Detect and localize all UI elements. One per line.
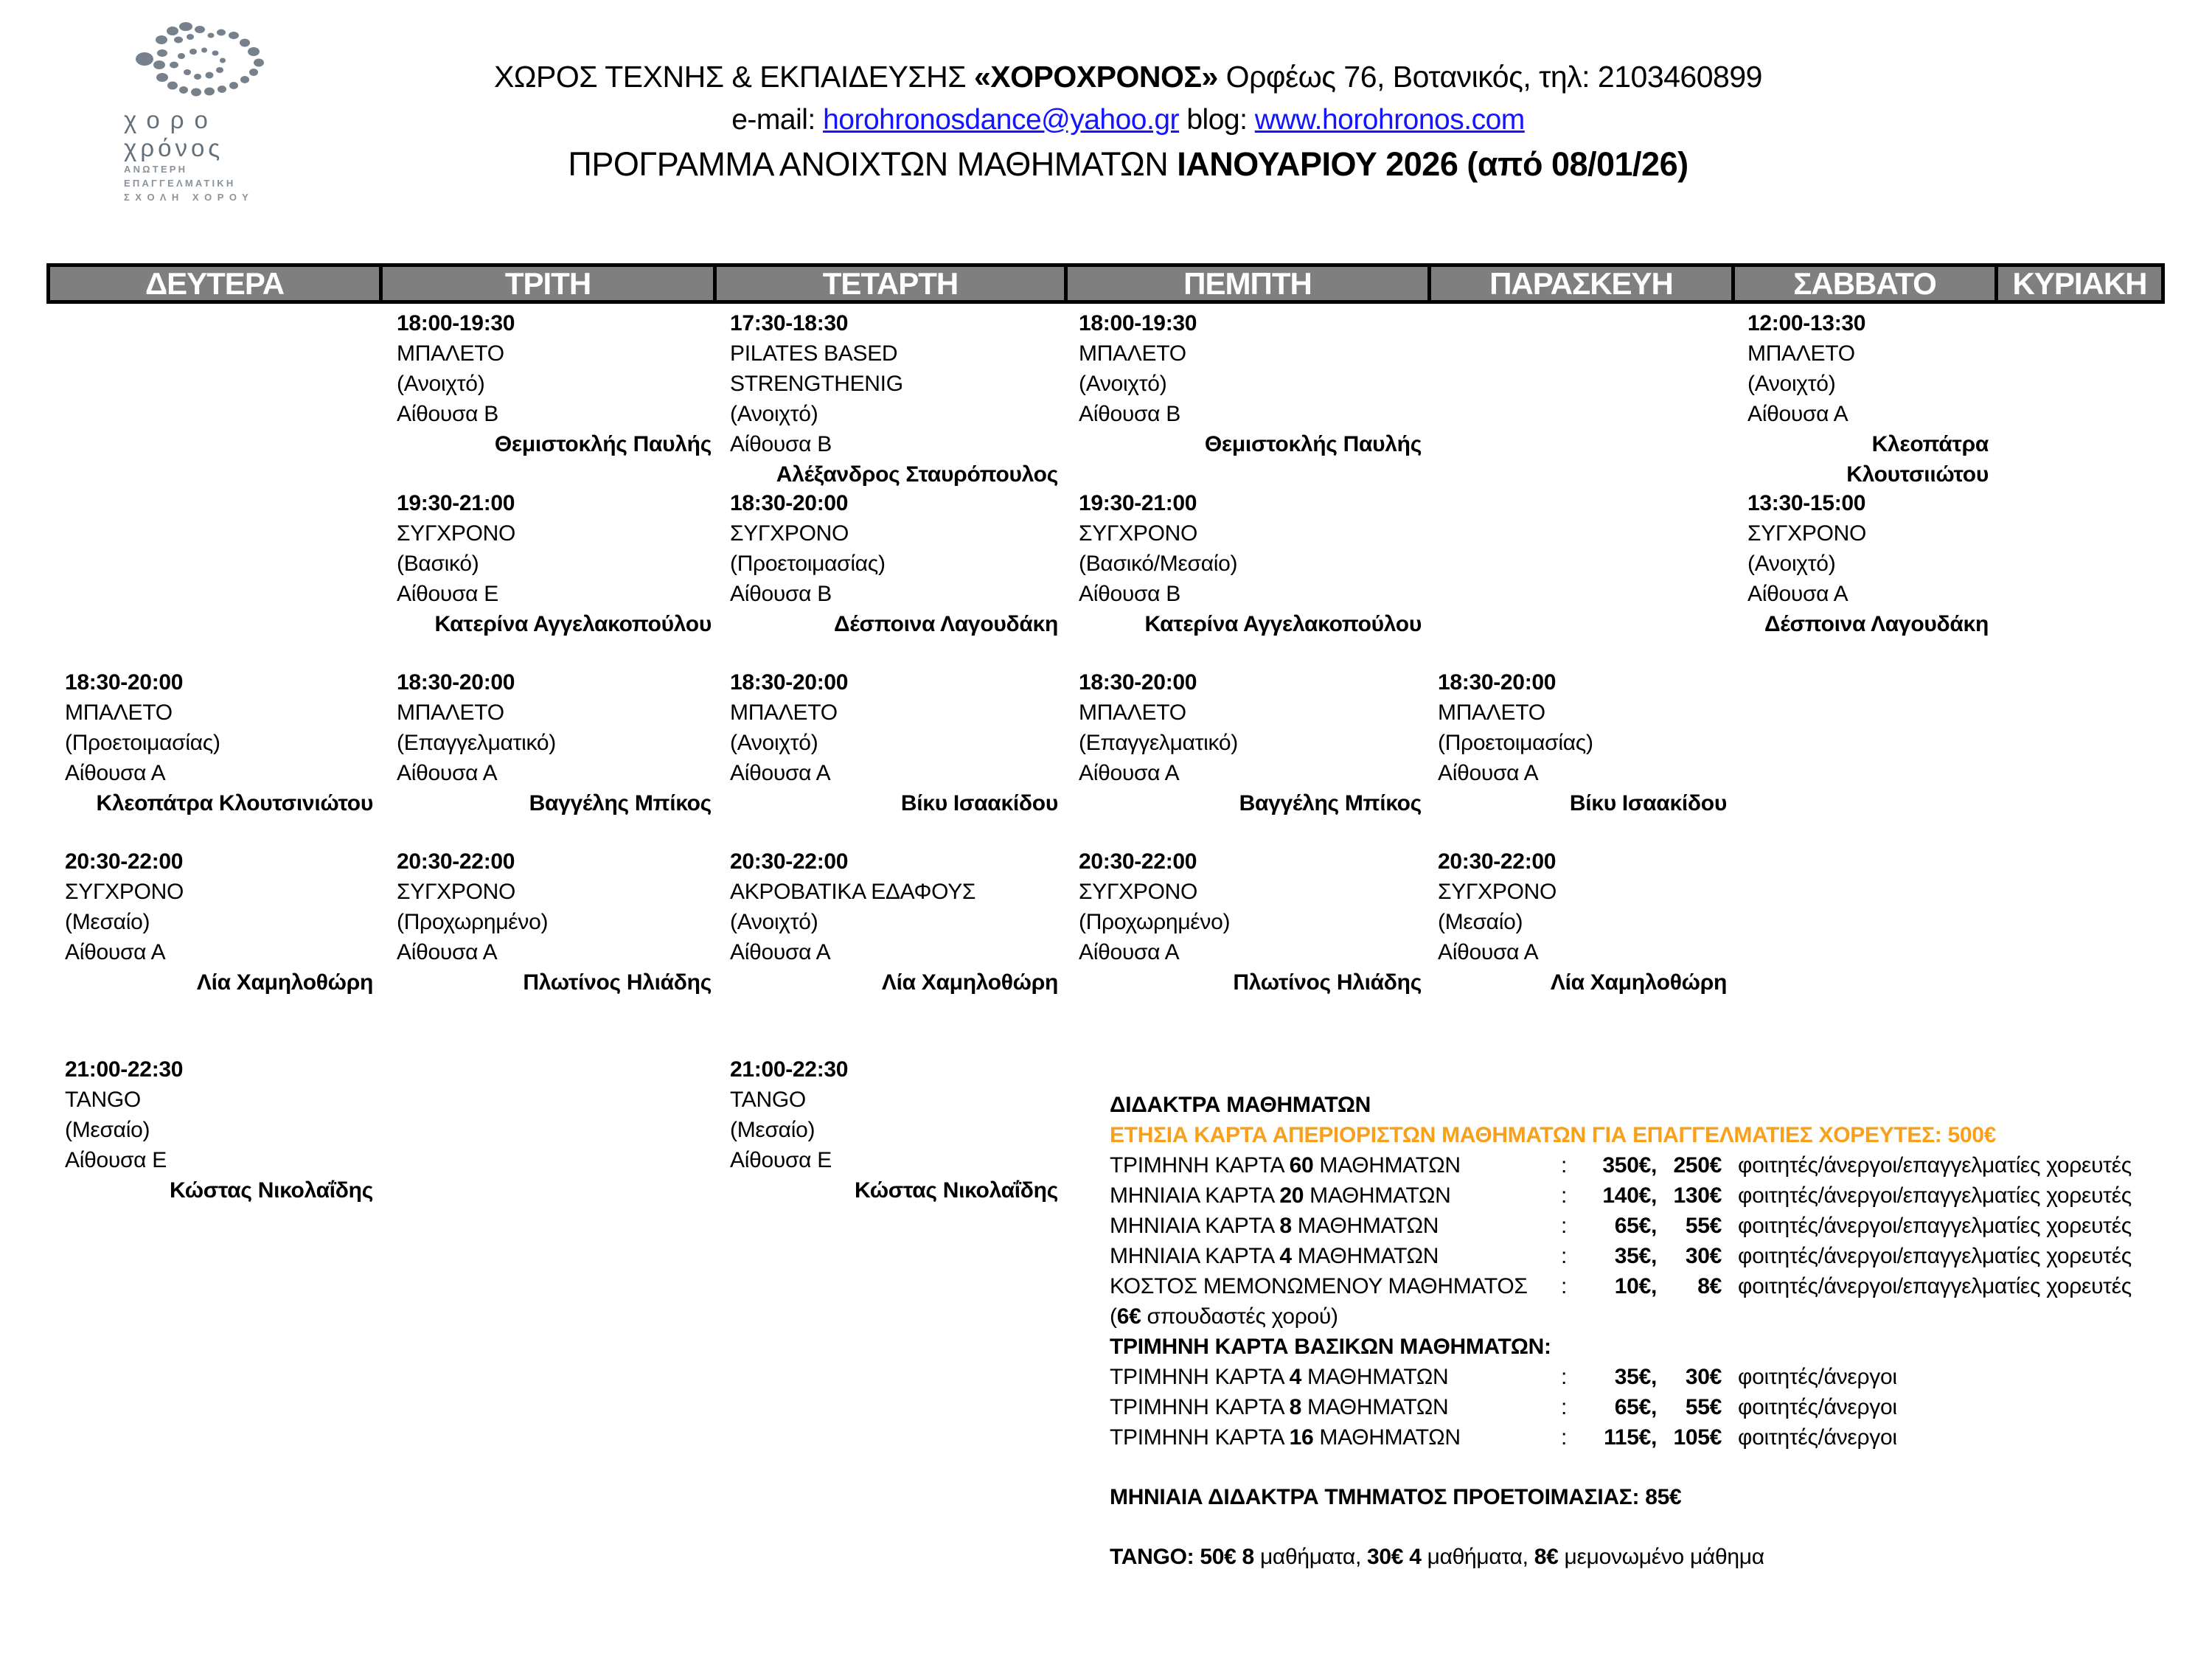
pricing-label: [1110, 1422, 1561, 1453]
pricing-text-segment: ΜΑΘΗΜΑΤΩΝ: [1301, 1395, 1449, 1419]
class-time: 20:30-22:00: [1438, 849, 1557, 874]
class-time: 13:30-15:00: [1747, 491, 1866, 515]
class-title: ΜΠΑΛΕΤΟ: [1747, 341, 1855, 366]
class-time: 18:30-20:00: [65, 670, 184, 695]
pricing-text-segment: ΤΡΙΜΗΝΗ ΚΑΡΤΑ: [1110, 1153, 1290, 1178]
pricing-colon: :: [1561, 1153, 1568, 1178]
pricing-panel: [1110, 1090, 2179, 1572]
pricing-text-segment: 8: [1289, 1395, 1301, 1419]
class-room: Αίθουσα Α: [730, 761, 831, 785]
pricing-text-segment: 16: [1289, 1425, 1314, 1450]
pricing-text-segment: 6€: [1116, 1304, 1141, 1329]
pricing-eligibility: φοιτητές/άνεργοι: [1738, 1395, 1897, 1419]
pricing-eligibility: φοιτητές/άνεργοι/επαγγελματίες χορευτές: [1738, 1183, 2132, 1208]
pricing-label: [1110, 1362, 1561, 1392]
logo-word-horo: χορο: [124, 106, 218, 133]
class-time: 19:30-21:00: [397, 491, 515, 515]
pricing-eligibility: φοιτητές/άνεργοι/επαγγελματίες χορευτές: [1738, 1153, 2132, 1178]
pricing-text-segment: ΜΑΘΗΜΑΤΩΝ: [1313, 1153, 1461, 1178]
class-teacher: Θεμιστοκλής Παυλής: [1204, 432, 1422, 456]
class-level: (Ανοιχτό): [730, 402, 818, 426]
pricing-text-segment: ΜΑΘΗΜΑΤΩΝ: [1291, 1214, 1439, 1238]
class-teacher: Βαγγέλης Μπίκος: [529, 791, 712, 815]
class-time: 18:30-20:00: [1438, 670, 1557, 695]
pricing-eligibility: φοιτητές/άνεργοι/επαγγελματίες χορευτές: [1738, 1214, 2132, 1238]
day-header-cell-1: ΔΕΥΤΕΡΑ: [50, 267, 383, 300]
pricing-row: [1110, 1392, 2179, 1422]
class-title: ΜΠΑΛΕΤΟ: [65, 700, 173, 725]
class-room: Αίθουσα Ε: [65, 1148, 167, 1172]
pricing-text-segment: 8: [1279, 1214, 1292, 1238]
class-time: 18:30-20:00: [1079, 670, 1197, 695]
class-title: ΜΠΑΛΕΤΟ: [730, 700, 838, 725]
class-teacher: Κατερίνα Αγγελακοπούλου: [434, 612, 712, 636]
class-level: (Επαγγελματικό): [397, 731, 556, 755]
class-title: ΜΠΑΛΕΤΟ: [397, 700, 504, 725]
class-time: 12:00-13:30: [1747, 311, 1866, 335]
class-teacher: Θεμιστοκλής Παυλής: [494, 432, 712, 456]
pricing-text-segment: ΤΡΙΜΗΝΗ ΚΑΡΤΑ: [1110, 1395, 1290, 1419]
class-block: [1438, 667, 1727, 818]
class-block: [1079, 488, 1422, 639]
pricing-text-segment: ΜΑΘΗΜΑΤΩΝ: [1291, 1244, 1439, 1268]
class-room: Αίθουσα Α: [1747, 402, 1848, 426]
pricing-colon: :: [1561, 1395, 1568, 1419]
class-level: (Ανοιχτό): [730, 910, 818, 934]
class-teacher: Κατερίνα Αγγελακοπούλου: [1144, 612, 1422, 636]
pricing-text-segment: ΜΑΘΗΜΑΤΩΝ: [1301, 1365, 1449, 1389]
pricing-amount-full: 10€,: [1614, 1274, 1657, 1298]
pricing-colon: :: [1561, 1274, 1568, 1298]
pricing-eligibility: φοιτητές/άνεργοι: [1738, 1425, 1897, 1450]
class-time: 20:30-22:00: [397, 849, 515, 874]
class-room: Αίθουσα Β: [397, 402, 498, 426]
class-block: [397, 308, 712, 459]
class-title: ΣΥΓΧΡΟΝΟ: [65, 880, 184, 904]
class-room: Αίθουσα Α: [397, 761, 498, 785]
class-level: (Προετοιμασίας): [730, 552, 886, 576]
pricing-label: [1110, 1392, 1561, 1422]
pricing-text-segment: ΜΑΘΗΜΑΤΩΝ: [1304, 1183, 1451, 1208]
class-time: 19:30-21:00: [1079, 491, 1197, 515]
class-block: [1747, 488, 1989, 639]
class-title: ΣΥΓΧΡΟΝΟ: [397, 880, 516, 904]
school-address-phone: Ορφέως 76, Βοτανικός, τηλ: 2103460899: [1217, 60, 1762, 94]
class-level: (Προχωρημένο): [397, 910, 549, 934]
pricing-heading: [1110, 1090, 2179, 1120]
pricing-amount-full: 35€,: [1614, 1244, 1657, 1268]
class-title: TANGO: [65, 1088, 141, 1112]
pricing-heading: [1110, 1482, 2179, 1512]
contact-line: [310, 99, 1947, 142]
pricing-eligibility: φοιτητές/άνεργοι/επαγγελματίες χορευτές: [1738, 1244, 2132, 1268]
class-block: [730, 846, 1058, 998]
logo-subtitle-line1: ΑΝΩΤΕΡΗ ΕΠΑΓΓΕΛΜΑΤΙΚΗ: [124, 164, 236, 189]
pricing-label: [1110, 1241, 1561, 1271]
class-teacher: Αλέξανδρος Σταυρόπουλος: [776, 462, 1058, 487]
pricing-colon: :: [1561, 1365, 1568, 1389]
page-title-prefix: ΠΡΟΓΡΑΜΜΑ ΑΝΟΙΧΤΩΝ ΜΑΘΗΜΑΤΩΝ: [568, 145, 1178, 183]
class-title: ΜΠΑΛΕΤΟ: [397, 341, 504, 366]
class-title: ΣΥΓΧΡΟΝΟ: [397, 521, 516, 546]
class-time: 21:00-22:30: [730, 1057, 849, 1082]
pricing-text-segment: ΤΡΙΜΗΝΗ ΚΑΡΤΑ: [1110, 1425, 1290, 1450]
class-block: [397, 488, 712, 639]
class-level: (Μεσαίο): [65, 910, 150, 934]
day-header-cell-6: ΣΑΒΒΑΤΟ: [1735, 267, 1998, 300]
pricing-note: [1110, 1542, 2179, 1572]
pricing-amount-reduced: 130€: [1673, 1183, 1722, 1208]
pricing-label: [1110, 1180, 1561, 1211]
pricing-text-segment: ΜΑΘΗΜΑΤΩΝ: [1313, 1425, 1461, 1450]
email-link[interactable]: horohronosdance@yahoo.gr: [823, 104, 1180, 136]
class-block: [1747, 308, 1989, 490]
pricing-amount-full: 115€,: [1604, 1425, 1657, 1450]
pricing-text-segment: ΜΗΝΙΑΙΑ ΚΑΡΤΑ: [1110, 1244, 1280, 1268]
pricing-text-segment: (: [1110, 1304, 1117, 1329]
day-header-cell-5: ΠΑΡΑΣΚΕΥΗ: [1431, 267, 1735, 300]
class-teacher: Βαγγέλης Μπίκος: [1239, 791, 1422, 815]
class-room: Αίθουσα Α: [397, 940, 498, 964]
class-room: Αίθουσα Ε: [730, 1148, 832, 1172]
pricing-amount-reduced: 250€: [1673, 1153, 1722, 1178]
pricing-text-segment: ΔΙΔΑΚΤΡΑ ΜΑΘΗΜΑΤΩΝ: [1110, 1093, 1371, 1117]
class-room: Αίθουσα Β: [730, 432, 832, 456]
class-title: TANGO: [730, 1088, 806, 1112]
class-title: ΣΥΓΧΡΟΝΟ: [1079, 521, 1198, 546]
pricing-amount-reduced: 55€: [1685, 1395, 1722, 1419]
class-level: (Βασικό): [397, 552, 479, 576]
class-title: ΣΥΓΧΡΟΝΟ: [730, 521, 849, 546]
class-level: (Ανοιχτό): [1747, 372, 1836, 396]
pricing-row: [1110, 1211, 2179, 1241]
school-brand-name: «ΧΟΡΟΧΡΟΝΟΣ»: [974, 60, 1218, 94]
class-block: [65, 1054, 373, 1206]
pricing-label: [1110, 1211, 1561, 1241]
class-level: (Μεσαίο): [65, 1118, 150, 1142]
class-room: Αίθουσα Β: [1079, 582, 1180, 606]
class-room: Αίθουσα Α: [1079, 761, 1180, 785]
pricing-highlight: [1110, 1120, 2179, 1150]
class-level: (Επαγγελματικό): [1079, 731, 1238, 755]
pricing-label: [1110, 1271, 1561, 1301]
pricing-text-segment: ΕΤΗΣΙΑ ΚΑΡΤΑ ΑΠΕΡΙΟΡΙΣΤΩΝ ΜΑΘΗΜΑΤΩΝ ΓΙΑ ΕΠΑΓΓΕΛΜΑΤΙΕΣ ΧΟΡΕΥΤΕΣ: 500€: [1110, 1123, 1997, 1147]
class-title: ΜΠΑΛΕΤΟ: [1438, 700, 1545, 725]
class-level: (Ανοιχτό): [1079, 372, 1167, 396]
class-room: Αίθουσα Β: [730, 582, 832, 606]
class-teacher: Πλωτίνος Ηλιάδης: [523, 970, 712, 995]
pricing-text-segment: ΤΡΙΜΗΝΗ ΚΑΡΤΑ: [1110, 1365, 1290, 1389]
class-time: 20:30-22:00: [1079, 849, 1197, 874]
class-block: [65, 667, 373, 818]
pricing-colon: :: [1561, 1214, 1568, 1238]
class-block: [1079, 308, 1422, 459]
pricing-row: [1110, 1241, 2179, 1271]
pricing-text-segment: μαθήματα,: [1253, 1545, 1368, 1569]
pricing-colon: :: [1561, 1425, 1568, 1450]
class-time: 18:30-20:00: [730, 491, 849, 515]
class-time: 18:00-19:30: [397, 311, 515, 335]
class-level: (Ανοιχτό): [730, 731, 818, 755]
class-block: [65, 846, 373, 998]
pricing-colon: :: [1561, 1183, 1568, 1208]
pricing-text-segment: 4: [1289, 1365, 1301, 1389]
page-title-month: ΙΑΝΟΥΑΡΙΟΥ 2026 (από 08/01/26): [1177, 145, 1688, 183]
class-block: [730, 667, 1058, 818]
pricing-label: [1110, 1150, 1561, 1180]
pricing-text-segment: μεμονωμένο μάθημα: [1558, 1545, 1764, 1569]
class-time: 18:30-20:00: [397, 670, 515, 695]
class-room: Αίθουσα Α: [1079, 940, 1180, 964]
class-teacher: Πλωτίνος Ηλιάδης: [1233, 970, 1422, 995]
pricing-amount-reduced: 55€: [1685, 1214, 1722, 1238]
pricing-text-segment: ΚΟΣΤΟΣ ΜΕΜΟΝΩΜΕΝΟΥ ΜΑΘΗΜΑΤΟΣ: [1110, 1274, 1528, 1298]
pricing-amount-reduced: 30€: [1685, 1365, 1722, 1389]
class-block: [730, 308, 1058, 490]
pricing-eligibility: φοιτητές/άνεργοι: [1738, 1365, 1897, 1389]
logo-subtitle-line2: ΣΧΟΛΗ ΧΟΡΟΥ: [124, 192, 254, 203]
class-block: [397, 846, 712, 998]
class-teacher: Κώστας Νικολαΐδης: [170, 1178, 373, 1203]
document-header: [310, 55, 1947, 187]
class-level: (Ανοιχτό): [397, 372, 485, 396]
pricing-amount-full: 140€,: [1602, 1183, 1657, 1208]
pricing-amount-reduced: 30€: [1685, 1244, 1722, 1268]
pricing-amount-full: 65€,: [1614, 1395, 1657, 1419]
class-block: [397, 667, 712, 818]
class-teacher: Δέσποινα Λαγουδάκη: [834, 612, 1058, 636]
class-teacher: Λία Χαμηλοθώρη: [196, 970, 373, 995]
pricing-text-segment: ΤΡΙΜΗΝΗ ΚΑΡΤΑ ΒΑΣΙΚΩΝ ΜΑΘΗΜΑΤΩΝ:: [1110, 1335, 1551, 1359]
class-level: (Ανοιχτό): [1747, 552, 1836, 576]
class-title: ΜΠΑΛΕΤΟ: [1079, 341, 1186, 366]
weekday-header-row: [46, 263, 2165, 304]
school-logo: [124, 21, 298, 204]
day-header-cell-7: ΚΥΡΙΑΚΗ: [2012, 265, 2147, 301]
class-title: ΜΠΑΛΕΤΟ: [1079, 700, 1186, 725]
class-room: Αίθουσα Α: [65, 761, 166, 785]
class-title: PILATES BASED STRENGTHENIG: [730, 341, 903, 396]
pricing-heading: [1110, 1332, 2179, 1362]
day-header-cell-4: ΠΕΜΠΤΗ: [1068, 267, 1431, 300]
school-title-line: [310, 55, 1947, 99]
class-level: (Μεσαίο): [1438, 910, 1523, 934]
class-teacher: Κλεοπάτρα Κλουτσινιώτου: [96, 791, 373, 815]
pricing-note: [1110, 1301, 2179, 1332]
class-time: 21:00-22:30: [65, 1057, 184, 1082]
class-level: (Προχωρημένο): [1079, 910, 1231, 934]
class-block: [1079, 846, 1422, 998]
class-time: 18:30-20:00: [730, 670, 849, 695]
pricing-text-segment: 8€: [1534, 1545, 1559, 1569]
pricing-text-segment: 20: [1279, 1183, 1304, 1208]
blog-label: blog:: [1179, 104, 1255, 136]
class-title: ΣΥΓΧΡΟΝΟ: [1079, 880, 1198, 904]
class-level: (Προετοιμασίας): [1438, 731, 1593, 755]
day-header-cell-3: ΤΕΤΑΡΤΗ: [717, 267, 1068, 300]
pricing-text-segment: 60: [1289, 1153, 1314, 1178]
pricing-text-segment: μαθήματα,: [1421, 1545, 1534, 1569]
class-room: Αίθουσα Α: [1438, 761, 1539, 785]
class-time: 20:30-22:00: [730, 849, 849, 874]
class-time: 17:30-18:30: [730, 311, 849, 335]
class-room: Αίθουσα Α: [65, 940, 166, 964]
class-teacher: Κώστας Νικολαΐδης: [855, 1178, 1058, 1203]
pricing-row: [1110, 1180, 2179, 1211]
class-title: ΑΚΡΟΒΑΤΙΚΑ ΕΔΑΦΟΥΣ: [730, 880, 976, 904]
class-block: [730, 1054, 1058, 1206]
pricing-row: [1110, 1150, 2179, 1180]
class-room: Αίθουσα Ε: [397, 582, 498, 606]
class-title: ΣΥΓΧΡΟΝΟ: [1747, 521, 1867, 546]
pricing-text-segment: ΜΗΝΙΑΙΑ ΚΑΡΤΑ: [1110, 1183, 1280, 1208]
pricing-row: [1110, 1271, 2179, 1301]
class-level: (Βασικό/Μεσαίο): [1079, 552, 1238, 576]
pricing-eligibility: φοιτητές/άνεργοι/επαγγελματίες χορευτές: [1738, 1274, 2132, 1298]
class-teacher: Δέσποινα Λαγουδάκη: [1764, 612, 1989, 636]
class-level: (Προετοιμασίας): [65, 731, 220, 755]
class-teacher: Βίκυ Ισαακίδου: [900, 791, 1058, 815]
class-teacher: Βίκυ Ισαακίδου: [1569, 791, 1727, 815]
pricing-text-segment: 4: [1279, 1244, 1292, 1268]
pricing-text-segment: ΜΗΝΙΑΙΑ ΚΑΡΤΑ: [1110, 1214, 1280, 1238]
pricing-amount-full: 65€,: [1614, 1214, 1657, 1238]
class-block: [730, 488, 1058, 639]
blog-link[interactable]: www.horohronos.com: [1254, 104, 1525, 136]
page-title: [310, 142, 1947, 187]
email-label: e-mail:: [731, 104, 824, 136]
class-teacher: Κλεοπάτρα: [1871, 432, 1989, 456]
class-teacher: Κλουτσιιώτου: [1846, 462, 1989, 487]
class-teacher: Λία Χαμηλοθώρη: [1550, 970, 1727, 995]
class-title: ΣΥΓΧΡΟΝΟ: [1438, 880, 1557, 904]
pricing-amount-reduced: 105€: [1673, 1425, 1722, 1450]
pricing-text-segment: 30€ 4: [1367, 1545, 1422, 1569]
pricing-row: [1110, 1422, 2179, 1453]
pricing-text-segment: ΜΗΝΙΑΙΑ ΔΙΔΑΚΤΡΑ ΤΜΗΜΑΤΟΣ ΠΡΟΕΤΟΙΜΑΣΙΑΣ: 85€: [1110, 1485, 1682, 1509]
pricing-text-segment: σπουδαστές χορού): [1141, 1304, 1338, 1329]
class-teacher: Λία Χαμηλοθώρη: [881, 970, 1058, 995]
logo-dots-icon: [128, 21, 285, 103]
class-room: Αίθουσα Β: [1079, 402, 1180, 426]
class-room: Αίθουσα Α: [1747, 582, 1848, 606]
class-room: Αίθουσα Α: [1438, 940, 1539, 964]
class-room: Αίθουσα Α: [730, 940, 831, 964]
school-title-prefix: ΧΩΡΟΣ ΤΕΧΝΗΣ & ΕΚΠΑΙΔΕΥΣΗΣ: [494, 60, 974, 94]
logo-word-hronos: χρόνος: [124, 134, 224, 161]
class-block: [1079, 667, 1422, 818]
class-time: 18:00-19:30: [1079, 311, 1197, 335]
pricing-amount-full: 35€,: [1614, 1365, 1657, 1389]
day-header-cell-2: ΤΡΙΤΗ: [383, 267, 717, 300]
pricing-row: [1110, 1362, 2179, 1392]
pricing-amount-full: 350€,: [1602, 1153, 1657, 1178]
class-time: 20:30-22:00: [65, 849, 184, 874]
pricing-colon: :: [1561, 1244, 1568, 1268]
pricing-text-segment: TANGO: 50€ 8: [1110, 1545, 1254, 1569]
class-level: (Μεσαίο): [730, 1118, 815, 1142]
class-block: [1438, 846, 1727, 998]
pricing-amount-reduced: 8€: [1697, 1274, 1722, 1298]
